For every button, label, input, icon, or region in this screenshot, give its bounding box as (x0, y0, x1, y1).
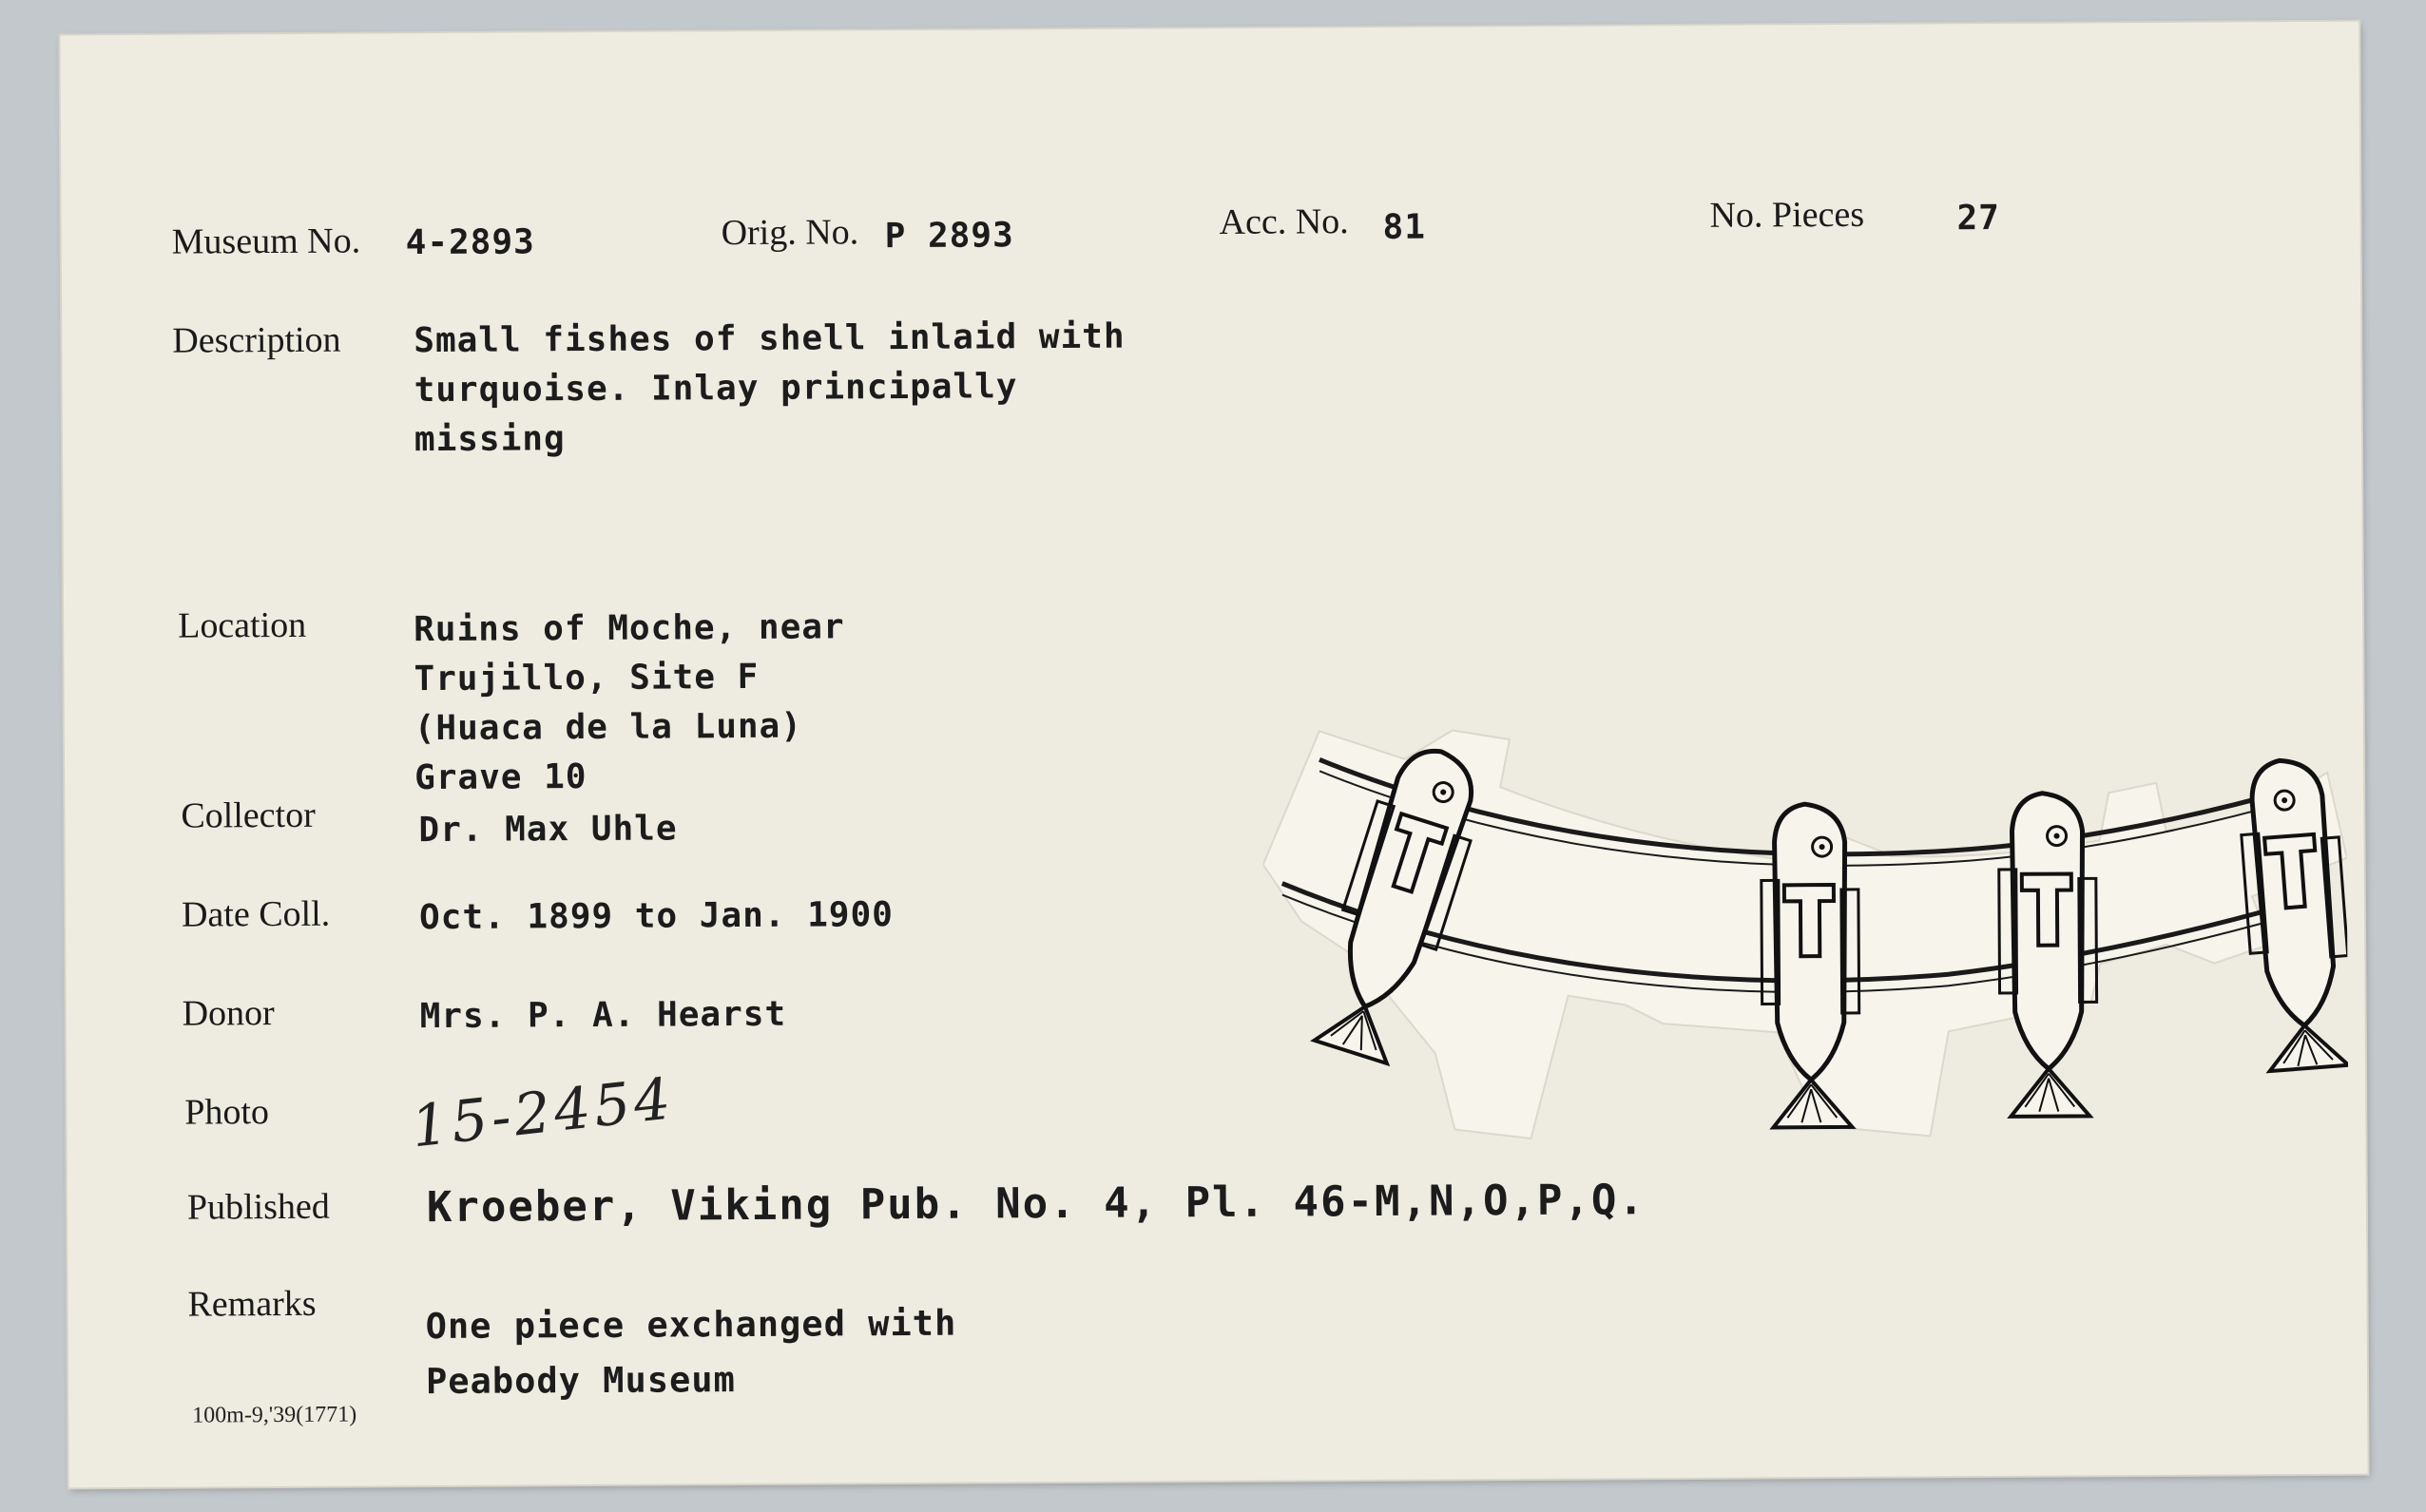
acc-no-value: 81 (1382, 207, 1427, 247)
fish-necklace-sketch (1262, 716, 2349, 1159)
orig-no-value: P 2893 (884, 216, 1014, 257)
catalog-card (60, 22, 2367, 1488)
description-value (414, 313, 1126, 466)
museum-no-label: Museum No. (171, 220, 361, 262)
location-line: Ruins of Moche, near (414, 607, 845, 650)
no-pieces-value: 27 (1956, 198, 2001, 239)
date-coll-value: Oct. 1899 to Jan. 1900 (418, 895, 894, 938)
fish-3 (1998, 793, 2097, 1117)
photo-number-handwritten: 15-2454 (408, 1065, 678, 1161)
remarks-line: Peabody Museum (425, 1359, 737, 1403)
no-pieces-label: No. Pieces (1709, 194, 1865, 236)
form-code: 100m-9,'39(1771) (192, 1402, 357, 1428)
photo-label: Photo (184, 1092, 270, 1133)
published-value: Kroeber, Viking Pub. No. 4, Pl. 46-M,N,O,P,Q. (426, 1176, 1646, 1233)
description-line: turquoise. Inlay principally (414, 367, 1018, 411)
description-label: Description (172, 319, 341, 361)
location-line: (Huaca de la Luna) (414, 706, 803, 749)
location-label: Location (178, 604, 307, 646)
museum-no-value: 4-2893 (405, 222, 535, 263)
location-line: Trujillo, Site F (414, 657, 760, 699)
collector-label: Collector (181, 794, 316, 836)
donor-value: Mrs. P. A. Hearst (419, 994, 787, 1037)
remarks-label: Remarks (187, 1283, 317, 1325)
acc-no-label: Acc. No. (1219, 201, 1349, 242)
location-line: Grave 10 (414, 757, 587, 798)
location-value (414, 603, 846, 803)
remarks-value (425, 1296, 956, 1409)
description-line: missing (414, 419, 566, 460)
remarks-line: One piece exchanged with (425, 1302, 957, 1348)
published-label: Published (186, 1186, 330, 1228)
donor-label: Donor (182, 993, 275, 1034)
date-coll-label: Date Coll. (181, 893, 331, 935)
orig-no-label: Orig. No. (721, 212, 859, 254)
description-line: Small fishes of shell inlaid with (414, 316, 1126, 361)
collector-value: Dr. Max Uhle (418, 809, 678, 851)
